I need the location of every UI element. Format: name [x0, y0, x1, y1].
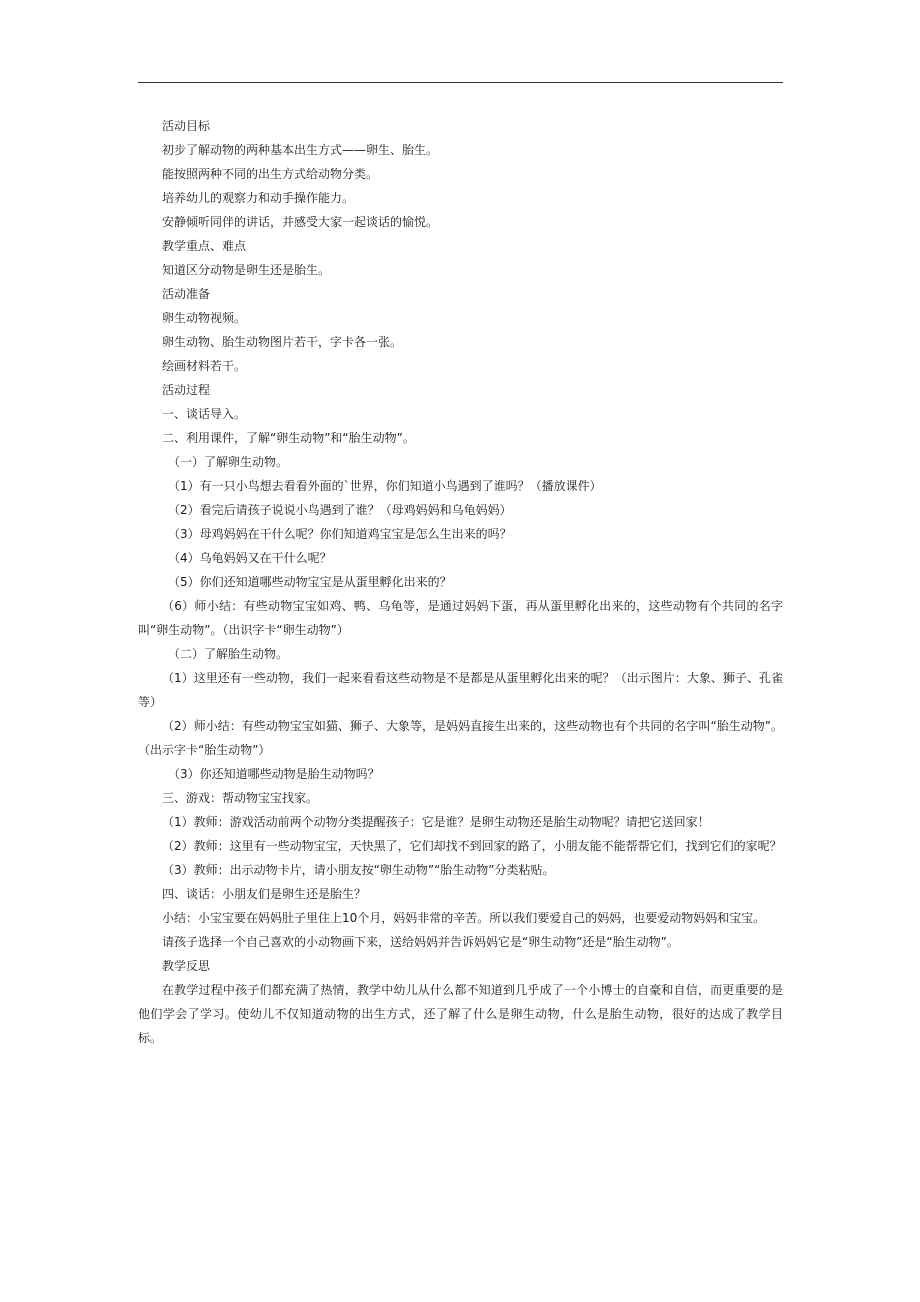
text-paragraph: （2）教师：这里有一些动物宝宝，天快黑了，它们却找不到回家的路了，小朋友能不能帮帮它们，找到它们的家呢？ [162, 839, 782, 853]
heading-preparation: 活动准备 [162, 287, 211, 301]
heading-activity-goals: 活动目标 [162, 119, 211, 133]
text-line: 请孩子选择一个自己喜欢的小动物画下来，送给妈妈并告诉妈妈它是“卵生动物”还是“胎生动物”。 [162, 935, 679, 949]
text-line: 培养幼儿的观察力和动手操作能力。 [162, 191, 355, 205]
text-line: （二）了解胎生动物。 [168, 647, 289, 661]
text-line: 能按照两种不同的出生方式给动物分类。 [162, 167, 379, 181]
text-line: 三、游戏：帮动物宝宝找家。 [162, 791, 319, 805]
header-rule [138, 82, 783, 83]
text-paragraph: （6）师小结：有些动物宝宝如鸡、鸭、乌龟等，是通过妈妈下蛋，再从蛋里孵化出来的，这些动物有个共同的名字叫“卵生动物”。（出识字卡“卵生动物”） [138, 599, 783, 637]
text-line: （3）教师：出示动物卡片，请小朋友按“卵生动物”“胎生动物”分类粘贴。 [162, 863, 555, 877]
text-line: 一、谈话导入。 [162, 407, 247, 421]
text-line: 二、利用课件，了解“卵生动物”和“胎生动物”。 [162, 431, 415, 445]
heading-process: 活动过程 [162, 383, 211, 397]
text-line: （一）了解卵生动物。 [168, 455, 289, 469]
document-body [138, 114, 783, 1050]
text-line: 绘画材料若干。 [162, 359, 247, 373]
text-line: 四、谈话：小朋友们是卵生还是胎生？ [162, 887, 367, 901]
text-line: （4）乌龟妈妈又在干什么呢？ [168, 551, 332, 565]
text-line: （3）母鸡妈妈在干什么呢？你们知道鸡宝宝是怎么生出来的吗？ [168, 527, 512, 541]
heading-key-points: 教学重点、难点 [162, 239, 247, 253]
text-line: 安静倾听同伴的讲话，并感受大家一起谈话的愉悦。 [162, 215, 439, 229]
text-line: （1）教师：游戏活动前两个动物分类提醒孩子：它是谁？是卵生动物还是胎生动物呢？请把它送回家！ [162, 815, 710, 829]
text-line: 知道区分动物是卵生还是胎生。 [162, 263, 331, 277]
heading-reflection: 教学反思 [162, 959, 211, 973]
text-line: 初步了解动物的两种基本出生方式——卵生、胎生。 [162, 143, 439, 157]
text-paragraph: 在教学过程中孩子们都充满了热情，教学中幼儿从什么都不知道到几乎成了一个小博士的自豪和自信，而更重要的是他们学会了学习。使幼儿不仅知道动物的出生方式，还了解了什么是卵生动物，什么是胎生动物，很好的达成了教学目标。 [138, 983, 783, 1045]
text-line: （3）你还知道哪些动物是胎生动物吗？ [168, 767, 380, 781]
text-line: （5）你们还知道哪些动物宝宝是从蛋里孵化出来的？ [168, 575, 452, 589]
text-paragraph: （2）师小结：有些动物宝宝如猫、狮子、大象等，是妈妈直接生出来的，这些动物也有个共同的名字叫“胎生动物”。（出示字卡“胎生动物”） [138, 719, 783, 757]
text-paragraph: （1）这里还有一些动物，我们一起来看看这些动物是不是都是从蛋里孵化出来的呢？（出示图片：大象、狮子、孔雀等） [138, 671, 783, 709]
text-line: 卵生动物视频。 [162, 311, 247, 325]
text-line: 卵生动物、胎生动物图片若干，字卡各一张。 [162, 335, 403, 349]
text-line: 小结：小宝宝要在妈妈肚子里住上10个月，妈妈非常的辛苦。所以我们要爱自己的妈妈，也要爱动物妈妈和宝宝。 [162, 911, 766, 925]
text-line: （2）看完后请孩子说说小鸟遇到了谁？（母鸡妈妈和乌龟妈妈） [168, 503, 512, 517]
text-line: （1）有一只小鸟想去看看外面的`世界，你们知道小鸟遇到了谁吗？（播放课件） [168, 479, 602, 493]
